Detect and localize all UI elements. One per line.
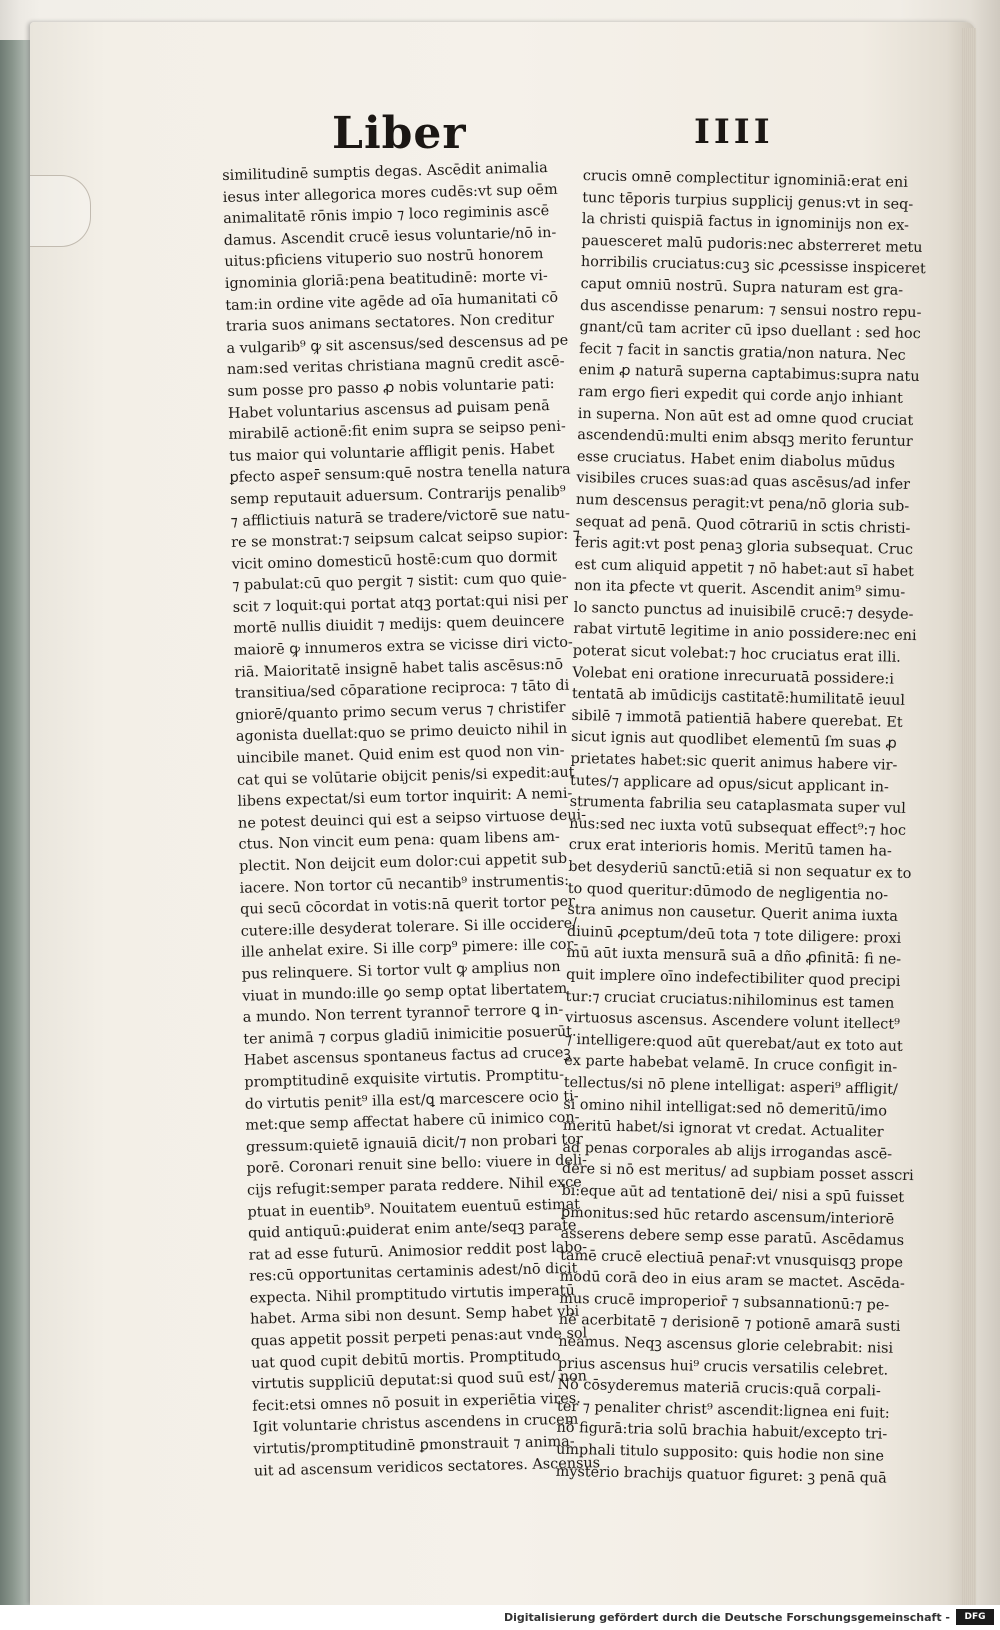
text-line: virtuosus ascensus. Ascendere volunt itellect⁹ (564, 1009, 901, 1033)
text-line: vicit omino domesticū hostē:cum quo dormit (231, 548, 558, 573)
text-line: ⁊ pabulat:cū quo pergit ⁊ sistit: cum quo quie- (232, 569, 568, 595)
text-line: asserens debere semp esse paratū. Ascēdamus (560, 1225, 905, 1250)
text-line: plectit. Non deijcit eum dolor:cui appetit sub (238, 850, 568, 875)
text-line: fecit:etsi omnes nō posuit in experiētia vires. (252, 1390, 581, 1415)
text-line: virtutis/promptitudinē ꝑmonstrauit ⁊ anima- (253, 1433, 575, 1458)
text-line: cat qui se volūtarie obijcit penis/si expedit:aut (236, 764, 575, 789)
text-line: crucis omnē complectitur ignominiā:erat eni (582, 167, 909, 191)
text-line: scit ⁊ loquit:qui portat atqꝫ portat:qui nisi per (232, 591, 569, 616)
text-line: bet desyderiū sanctū:etiā si non sequatur ex to (568, 858, 912, 883)
text-line: ne potest deuinci qui est a seipso virtuose deui- (237, 807, 587, 832)
text-line: ascendendū:multi enim absqꝫ merito feruntur (577, 427, 913, 451)
text-line: cijs refugit:semper parata reddere. Nihil exce (246, 1174, 582, 1199)
text-line: ex parte habebat velamē. In cruce configit in- (564, 1053, 898, 1077)
text-line: promptitudinē exquisite virtutis. Promptitu- (244, 1066, 565, 1091)
text-line: crux erat interioris homis. Meritū tamen ha- (568, 837, 893, 861)
text-column-right (555, 166, 938, 1490)
funding-credit: Digitalisierung gefördert durch die Deutsche Forschungsgemeinschaft - (503, 1611, 950, 1624)
text-line: tentatā ab imūdicijs castitatē:humilitatē ieuul (571, 686, 906, 710)
text-line: quas appetit possit perpeti penas:aut vnde sol (250, 1325, 588, 1350)
text-line: dere si nō est meritus/ ad supbiam posset asscri (561, 1161, 914, 1185)
text-line: mortē nullis diuidit ⁊ medijs: quem deuincere (233, 613, 565, 638)
text-line: ter animā ⁊ corpus gladiū inimicitie posuerūt. (243, 1023, 577, 1048)
text-line: Volebat eni oratione inrecuruatā possidere:i (572, 664, 895, 688)
text-line: Nō cōsyderemus materiā crucis:quā corpali- (557, 1376, 882, 1400)
text-line: est cum aliquid appetit ⁊ nō habet:aut sī habet (574, 556, 915, 580)
text-line: maiorē ꝙ innumeros extra se vicisse diri victo- (233, 634, 574, 659)
running-head-title: Liber (332, 108, 467, 159)
text-line: feris agit:vt post penaꝫ gloria subsequat. Cruc (574, 535, 914, 559)
text-line: prietates habet:sic querit animus habere vir- (570, 750, 898, 774)
text-line: meritū habet/si ignorat vt credat. Actualiter (562, 1117, 884, 1141)
text-line: lo sancto punctus ad inuisibilē crucē:⁊ desyde- (573, 599, 914, 623)
text-line: mirabilē actionē:fit enim supra se seipso peni- (228, 418, 566, 444)
text-line: tellectus/si nō plene intelligat: asperi⁹ affligit/ (563, 1074, 898, 1098)
text-line: porē. Coronari renuit sine bello: viuere in deli- (246, 1152, 588, 1178)
text-line: umphali titulo supposito: ꝗuis hodie non sine (555, 1441, 885, 1465)
running-head-folio: IIII (694, 112, 774, 152)
text-line: quid antiquū:ꝓuiderat enim ante/seqꝫ parate (247, 1217, 577, 1242)
text-line: modū corā deo in eius aram se mactet. Ascēda- (559, 1269, 905, 1293)
text-line: traria suos animans sectatores. Non creditur (225, 311, 555, 336)
text-line: a vulgarib⁹ ꝙ sit ascensus/sed descensus ad pe (226, 332, 569, 357)
text-line: ter ⁊ penaliter christ⁹ ascendit:lignea eni fuit: (556, 1398, 890, 1422)
text-line: non ita ꝑfecte vt querit. Ascendit anim⁹ simu- (574, 578, 906, 602)
text-line: uat quod cupit debitū mortis. Promptitudo (251, 1347, 561, 1372)
text-line: similitudinē sumptis degas. Ascēdit animalia (222, 160, 548, 184)
text-line: tutes/⁊ applicare ad opus/sicut applicant in- (569, 772, 889, 796)
text-line: tus maior qui voluntarie affligit penis. Habet (228, 440, 555, 465)
text-line: mus crucē improperior̄ ⁊ subsannationū:⁊ pe- (559, 1290, 890, 1314)
text-line: ignominia gloriā:pena beatitudinē: morte vi- (224, 268, 548, 292)
text-line: nus:sed nec iuxta votū subsequat effect⁹:⁊ hoc (569, 815, 907, 839)
text-line: caput omniū nostrū. Supra naturam est gra- (580, 275, 904, 299)
text-line: uit ad ascensum veridicos sectatores. Ascensus (253, 1454, 601, 1480)
text-line: virtutis suppliciū deputat:si quod suū est/ non (251, 1368, 588, 1393)
dfg-logo: DFG (956, 1609, 994, 1625)
text-line: agonista duellat:quo se primo deuicto nihil in (235, 721, 568, 746)
text-line: neamus. Neqꝫ ascensus glorie celebrabit: nisi (558, 1333, 894, 1357)
text-line: rabat virtutē legitime in anio possidere:nec eni (573, 621, 917, 645)
text-line: sequat ad penā. Quod cōtrariū in sctis christi- (575, 513, 911, 537)
digitization-footer (0, 1605, 1000, 1630)
text-line: mysterio brachijs quatuor figuret: ꝫ penā quā (555, 1463, 888, 1487)
text-line: enim ꝓ naturā superna captabimus:supra natu (578, 362, 920, 386)
text-line: pus relinquere. Si tortor vult ꝙ amplius non (241, 958, 561, 983)
text-line: si omino nihil intelligat:sed nō demeritū/imo (563, 1096, 888, 1120)
text-line: visibiles cruces suas:ad quas ascēsus/ad infer (576, 470, 911, 494)
text-line: Habet ascensus spontaneus factus ad cruceꝫ (243, 1045, 572, 1070)
text-line: uitus:pficiens vituperio suo nostrū honorem (224, 246, 544, 271)
text-line: horribilis cruciatus:cuꝫ sic ꝓcessisse inspiceret (580, 254, 926, 278)
text-line: gressum:quietē ignauiā dicit/⁊ non probari tor (245, 1131, 583, 1156)
text-line: semp reputauit aduersum. Contrarijs penalib⁹ (229, 483, 566, 508)
text-line: nam:sed veritas christiana magnū credit ascē- (226, 354, 565, 379)
text-line: quit implere oīno indefectibiliter quod precipi (565, 966, 901, 990)
text-line: nē acerbitatē ⁊ derisionē ⁊ potionē amarā susti (558, 1312, 901, 1336)
text-line: ⁊ afflictiuis naturā se tradere/victorē sue natu- (230, 505, 571, 530)
text-line: tam:in ordine vite agēde ad oīa humanitati cō (225, 289, 559, 314)
text-line: uincibile manet. Quid enim est quod non vin- (236, 742, 565, 767)
text-line: fecit ⁊ facit in sanctis gratia/non natura. Nec (579, 340, 906, 364)
text-line: iesus inter allegorica mores cudēs:vt sup oēm (222, 181, 558, 206)
text-line: num descensus peragit:vt pena/nō gloria sub- (575, 491, 910, 515)
text-line: tamē crucē electiuā penar̄:vt vnusquisqꝫ prope (560, 1247, 904, 1271)
text-line: sum posse pro passo ꝓ nobis voluntarie pati: (227, 375, 555, 400)
text-line: ⁊ intelligere:quod aūt querebat/aut ex toto aut (564, 1031, 903, 1055)
text-line: nō figurā:tria solū brachia habuit/excepto tri- (556, 1420, 888, 1444)
bookmark-tab (30, 175, 91, 247)
page-fore-edge (962, 28, 976, 1605)
text-line: a mundo. Non terrent tyrannor̄ terrore ꝗ in- (242, 1002, 564, 1026)
text-line: stra animus non causetur. Querit anima iuxta (567, 902, 899, 925)
text-line: esse cruciatus. Habet enim diabolus mūdus (576, 448, 896, 472)
text-line: riā. Maioritatē insignē habet talis ascēsus:nō (234, 656, 564, 681)
text-line: rat ad esse futurū. Animosior reddit post labo- (248, 1239, 588, 1264)
text-line: in superna. Non aūt est ad omne quod cruciat (577, 405, 914, 429)
text-line: habet. Arma sibi non desunt. Semp habet vbi (250, 1304, 580, 1329)
text-line: dus ascendisse penarum: ⁊ sensui nostro repu- (579, 297, 922, 321)
text-line: gnant/cū tam acriter cū ipso duellant : sed hoc (579, 319, 921, 343)
text-line: met:que semp affectat habere cū inimico con- (245, 1109, 580, 1134)
text-line: animalitatē rōnis impio ⁊ loco regiminis ascē (223, 203, 550, 228)
text-line: mū aūt iuxta mensurā suā a dño ꝓfinitā: fi ne- (566, 945, 902, 969)
text-line: cutere:ille desyderat tolerare. Si ille occidere/ (240, 915, 578, 940)
text-line: poterat sicut volebat:⁊ hoc cruciatus erat illi. (572, 642, 902, 666)
text-line: qui secū cōcordat in votis:nā querit tortor per (239, 893, 576, 918)
text-line: la christi quispiā factus in ignominijs non ex- (581, 211, 910, 235)
text-line: tur:⁊ cruciat cruciatus:nihilominus est tamen (565, 988, 895, 1012)
text-line: sibilē ⁊ immotā patientiā habere querebat. Et (571, 707, 903, 731)
text-line: Habet voluntarius ascensus ad ꝑuisam penā (227, 397, 550, 422)
text-line: ꝑfecto asper̄ sensum:quē nostra tenella natura (229, 461, 571, 487)
text-line: ille anhelat exire. Si ille corp⁹ pimere: ille cor- (241, 936, 579, 962)
book-cover-edge (0, 40, 32, 1605)
text-line: sicut ignis aut quodlibet elementū ſm suas ꝓ (570, 729, 897, 753)
text-line: transitiua/sed cōparatione reciproca: ⁊ tāto di (234, 677, 570, 703)
text-line: res:cū opportunitas certaminis adest/nō dicit (248, 1260, 578, 1285)
text-line: tunc tēporis turpius supplicij genus:vt in seq- (582, 189, 914, 213)
text-line: libens expectat/si eum tortor inquirit: A nemi- (237, 785, 573, 811)
text-line: viuat in mundo:ille ꝯo semp optat libertatem (242, 980, 568, 1005)
text-line: diuinū ꝓceptum/deū tota ⁊ tote diligere: proxi (566, 923, 902, 947)
text-line: ad penas corporales ab alijs irrogandas ascē- (562, 1139, 893, 1163)
text-line: damus. Ascendit crucē iesus voluntarie/nō in- (223, 224, 557, 249)
text-line: prius ascensus hui⁹ crucis versatilis celebret. (557, 1355, 889, 1379)
text-line: ctus. Non vincit eum pena: quam libens am- (238, 829, 560, 854)
text-line: iacere. Non tortor cū necantib⁹ instrumentis: (239, 872, 570, 897)
text-line: do virtutis penit⁹ illa est/ꝗ marcescere ocio ti- (244, 1088, 579, 1113)
text-line: strumenta fabrilia seu cataplasmata super vul (569, 794, 906, 818)
text-line: bi:eque aūt ad tentationē dei/ nisi a spū fuisset (561, 1182, 905, 1206)
text-line: ꝑmonitus:sed hūc retardo ascensum/interiorē (560, 1204, 895, 1228)
text-line: re se monstrat:⁊ seipsum calcat seipso supior: ⁊ (231, 526, 581, 551)
text-line: ptuat in euentib⁹. Nouitatem euentuū estimat (247, 1196, 581, 1221)
text-line: to quod queritur:dūmodo de negligentia no- (567, 880, 889, 904)
text-line: expecta. Nihil promptitudo virtutis imperatū (249, 1282, 575, 1307)
text-line: ram ergo fieri expedit qui corde anjo inhiant (578, 383, 904, 407)
text-line: pauesceret malū pudoris:nec absterreret metu (581, 232, 923, 256)
text-line: Igit voluntarie christus ascendens in crucem (252, 1412, 579, 1437)
text-line: gniorē/quanto primo secum verus ⁊ christifer (235, 699, 566, 724)
